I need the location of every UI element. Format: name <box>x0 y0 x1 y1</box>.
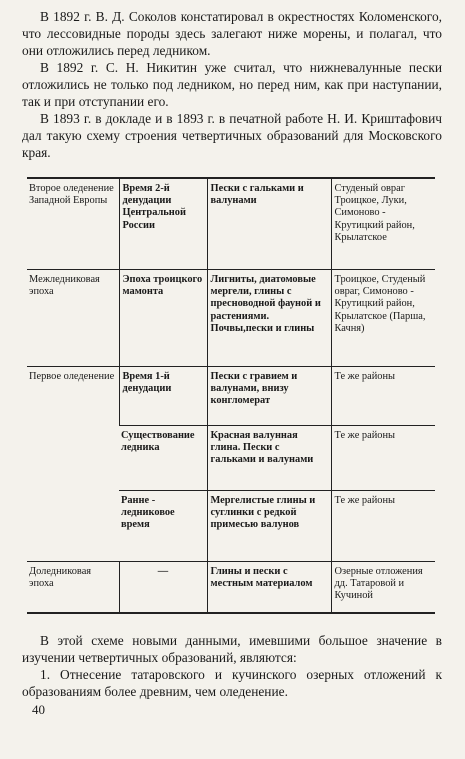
table-cell: Пески с гравием и валунами, внизу конгломерат <box>207 367 331 426</box>
table-cell: Мергелистые глины и суглинки с редкой примесью валунов <box>207 491 331 562</box>
table-cell: Время 1-й денудации <box>119 367 207 426</box>
table-cell: Пески с гальками и валунами <box>207 178 331 270</box>
table-cell: Те же районы <box>331 426 435 491</box>
table-cell: — <box>119 562 207 614</box>
table-cell: Межледниковая эпоха <box>27 270 119 367</box>
table-row <box>27 270 435 367</box>
paragraph-nikitin: В 1892 г. С. Н. Никитин уже считал, что нижневалунные пески отложились не только под ледником, но перед ним, как при наступании, так и при отступании его. <box>22 60 442 109</box>
table-cell: Озерные отложения дд. Татаровой и Кучиной <box>331 562 435 614</box>
table-row <box>27 562 435 614</box>
paragraph-sokolov: В 1892 г. В. Д. Соколов констатировал в окрестностях Коломенского, что лессовидные породы здесь залегают ниже морены, и полагал, что они отложились перед ледником. <box>22 9 442 58</box>
paragraph-krishtafovich: В 1893 г. в докладе и в 1893 г. в печатной работе Н. И. Криштафович дал такую схему строения четвертичных образований для Московского края. <box>22 111 442 160</box>
table-cell: Троицкое, Студеный овраг, Симоново - Крутицкий район, Крылатское (Парша, Качня) <box>331 270 435 367</box>
closing-text <box>22 632 442 700</box>
table-cell: Те же районы <box>331 367 435 426</box>
table-cell: Ранне - ледниковое время <box>119 491 207 562</box>
paragraph-list-item-1: 1. Отнесение татаровского и кучинского озерных отложений к образованиям более древним, чем оледенение. <box>22 667 442 699</box>
table-row <box>27 367 435 426</box>
table-cell: Второе оледенение Западной Европы <box>27 178 119 270</box>
table-row <box>27 178 435 270</box>
table-cell: Время 2-й денудации Центральной России <box>119 178 207 270</box>
table-cell: Глины и пески с местным материалом <box>207 562 331 614</box>
table-cell: Существование ледника <box>119 426 207 491</box>
table-cell: Лигниты, диатомовые мергели, глины с пресноводной фауной и растениями. Почвы,пески и глины <box>207 270 331 367</box>
page-number: 40 <box>32 702 45 717</box>
table-cell: Доледниковая эпоха <box>27 562 119 614</box>
paragraph-new-data: В этой схеме новыми данными, имевшими большое значение в изучении четвертичных образований, являются: <box>22 633 442 665</box>
book-page <box>22 8 442 718</box>
table-cell: Студеный овраг Троицкое, Луки, Симоново - Крутицкий район, Крылатское <box>331 178 435 270</box>
table-cell: Те же районы <box>331 491 435 562</box>
quaternary-scheme-table <box>27 177 435 614</box>
table-cell: Эпоха троицкого мамонта <box>119 270 207 367</box>
table-cell: Первое оледенение <box>27 367 119 562</box>
table-cell: Красная валунная глина. Пески с гальками и валунами <box>207 426 331 491</box>
